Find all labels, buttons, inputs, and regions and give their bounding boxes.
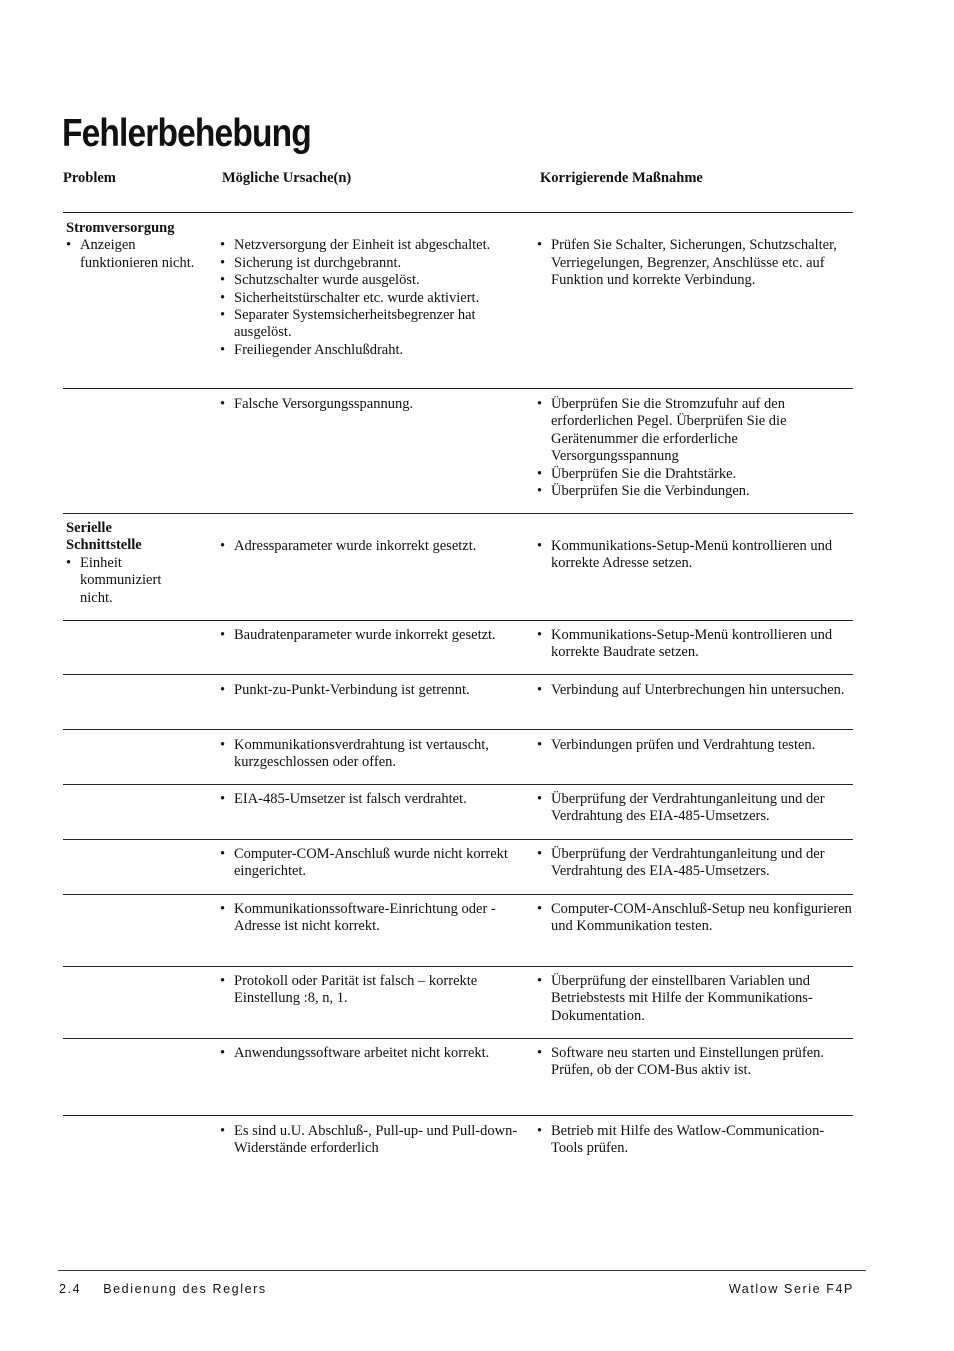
section-name: Bedienung des Reglers <box>103 1282 267 1296</box>
action-item: • Software neu starten und Einstellungen prüfen. Prüfen, ob der COM-Bus aktiv ist. <box>537 1045 853 1080</box>
action-cell <box>537 791 853 826</box>
table-rule <box>63 1038 853 1039</box>
action-item: • Kommunikations-Setup-Menü kontrollieren und korrekte Adresse setzen. <box>537 538 853 573</box>
cause-item: • Schutzschalter wurde ausgelöst. <box>220 272 532 289</box>
cause-item: • EIA-485-Umsetzer ist falsch verdrahtet. <box>220 791 532 808</box>
table-rule <box>63 729 853 730</box>
action-cell <box>537 627 853 662</box>
cause-cell <box>220 237 532 359</box>
action-cell <box>537 396 853 500</box>
cause-cell <box>220 846 532 881</box>
action-item: • Überprüfung der einstellbaren Variablen und Betriebstests mit Hilfe der Kommunikations-Dokumentation. <box>537 973 853 1025</box>
table-rule <box>63 1115 853 1116</box>
page-number: 2.4 <box>59 1282 82 1296</box>
action-item: • Kommunikations-Setup-Menü kontrollieren und korrekte Baudrate setzen. <box>537 627 853 662</box>
cause-item: • Netzversorgung der Einheit ist abgeschaltet. <box>220 237 532 254</box>
action-cell <box>537 1045 853 1080</box>
problem-title: Serielle Schnittstelle <box>66 520 142 554</box>
action-item: • Überprüfen Sie die Verbindungen. <box>537 483 853 500</box>
cause-cell <box>220 1123 532 1158</box>
table-rule <box>63 839 853 840</box>
cause-item: • Falsche Versorgungsspannung. <box>220 396 532 413</box>
cause-item: • Computer-COM-Anschluß wurde nicht korrekt eingerichtet. <box>220 846 532 881</box>
action-item: • Überprüfen Sie die Stromzufuhr auf den erforderlichen Pegel. Überprüfen Sie die Gerätenummer die erforderliche Versorgungsspannung <box>537 396 853 466</box>
cause-item: • Kommunikationssoftware-Einrichtung oder -Adresse ist nicht korrekt. <box>220 901 532 936</box>
action-cell <box>537 973 853 1025</box>
action-item: • Prüfen Sie Schalter, Sicherungen, Schutzschalter, Verriegelungen, Begrenzer, Anschlüsse etc. auf Funktion und korrekte Verbindung. <box>537 237 853 289</box>
cause-cell <box>220 901 532 936</box>
page-title: Fehlerbehebung <box>62 112 311 155</box>
cause-item: • Es sind u.U. Abschluß-, Pull-up- und Pull-down-Widerstände erforderlich <box>220 1123 532 1158</box>
table-rule <box>63 620 853 621</box>
action-item: • Verbindungen prüfen und Verdrahtung testen. <box>537 737 853 754</box>
product-name: Watlow Serie F4P <box>728 1282 854 1296</box>
action-cell <box>537 682 853 699</box>
cause-cell <box>220 682 532 699</box>
table-rule <box>63 212 853 213</box>
cause-item: • Anwendungssoftware arbeitet nicht korrekt. <box>220 1045 532 1062</box>
cause-item: • Freiliegender Anschlußdraht. <box>220 342 532 359</box>
action-cell <box>537 901 853 936</box>
cause-cell <box>220 791 532 808</box>
header-cause: Mögliche Ursache(n) <box>222 170 352 186</box>
action-item: • Überprüfung der Verdrahtunganleitung und der Verdrahtung des EIA-485-Umsetzers. <box>537 846 853 881</box>
problem-cell <box>66 520 206 607</box>
table-rule <box>63 513 853 514</box>
action-cell <box>537 1123 853 1158</box>
action-cell <box>537 237 853 289</box>
action-cell <box>537 846 853 881</box>
problem-item: • Anzeigen funktionieren nicht. <box>66 237 206 272</box>
cause-cell <box>220 1045 532 1062</box>
action-item: • Verbindung auf Unterbrechungen hin untersuchen. <box>537 682 853 699</box>
header-action: Korrigierende Maßnahme <box>540 170 703 186</box>
cause-item: • Adressparameter wurde inkorrekt gesetzt. <box>220 538 532 555</box>
cause-item: • Baudratenparameter wurde inkorrekt gesetzt. <box>220 627 532 644</box>
action-item: • Betrieb mit Hilfe des Watlow-Communication-Tools prüfen. <box>537 1123 853 1158</box>
action-cell <box>537 538 853 573</box>
cause-cell <box>220 538 532 555</box>
cause-cell <box>220 627 532 644</box>
cause-cell <box>220 737 532 772</box>
table-rule <box>63 966 853 967</box>
action-item: • Computer-COM-Anschluß-Setup neu konfigurieren und Kommunikation testen. <box>537 901 853 936</box>
cause-item: • Sicherheitstürschalter etc. wurde aktiviert. <box>220 290 532 307</box>
cause-cell <box>220 396 532 413</box>
action-item: • Überprüfen Sie die Drahtstärke. <box>537 466 853 483</box>
action-item: • Überprüfung der Verdrahtunganleitung und der Verdrahtung des EIA-485-Umsetzers. <box>537 791 853 826</box>
table-rule <box>63 388 853 389</box>
table-rule <box>63 784 853 785</box>
cause-cell <box>220 973 532 1008</box>
footer-left <box>59 1282 267 1296</box>
cause-item: • Sicherung ist durchgebrannt. <box>220 255 532 272</box>
table-rule <box>63 674 853 675</box>
cause-item: • Kommunikationsverdrahtung ist vertauscht, kurzgeschlossen oder offen. <box>220 737 532 772</box>
table-rule <box>63 894 853 895</box>
problem-item: • Einheit kommuniziert nicht. <box>66 555 190 607</box>
header-problem: Problem <box>63 170 116 186</box>
cause-item: • Punkt-zu-Punkt-Verbindung ist getrennt. <box>220 682 532 699</box>
problem-title: Stromversorgung <box>66 220 175 236</box>
action-cell <box>537 737 853 754</box>
cause-item: • Protokoll oder Parität ist falsch – korrekte Einstellung :8, n, 1. <box>220 973 532 1008</box>
footer-rule <box>58 1270 866 1271</box>
problem-cell <box>66 220 206 272</box>
cause-item: • Separater Systemsicherheitsbegrenzer hat ausgelöst. <box>220 307 532 342</box>
